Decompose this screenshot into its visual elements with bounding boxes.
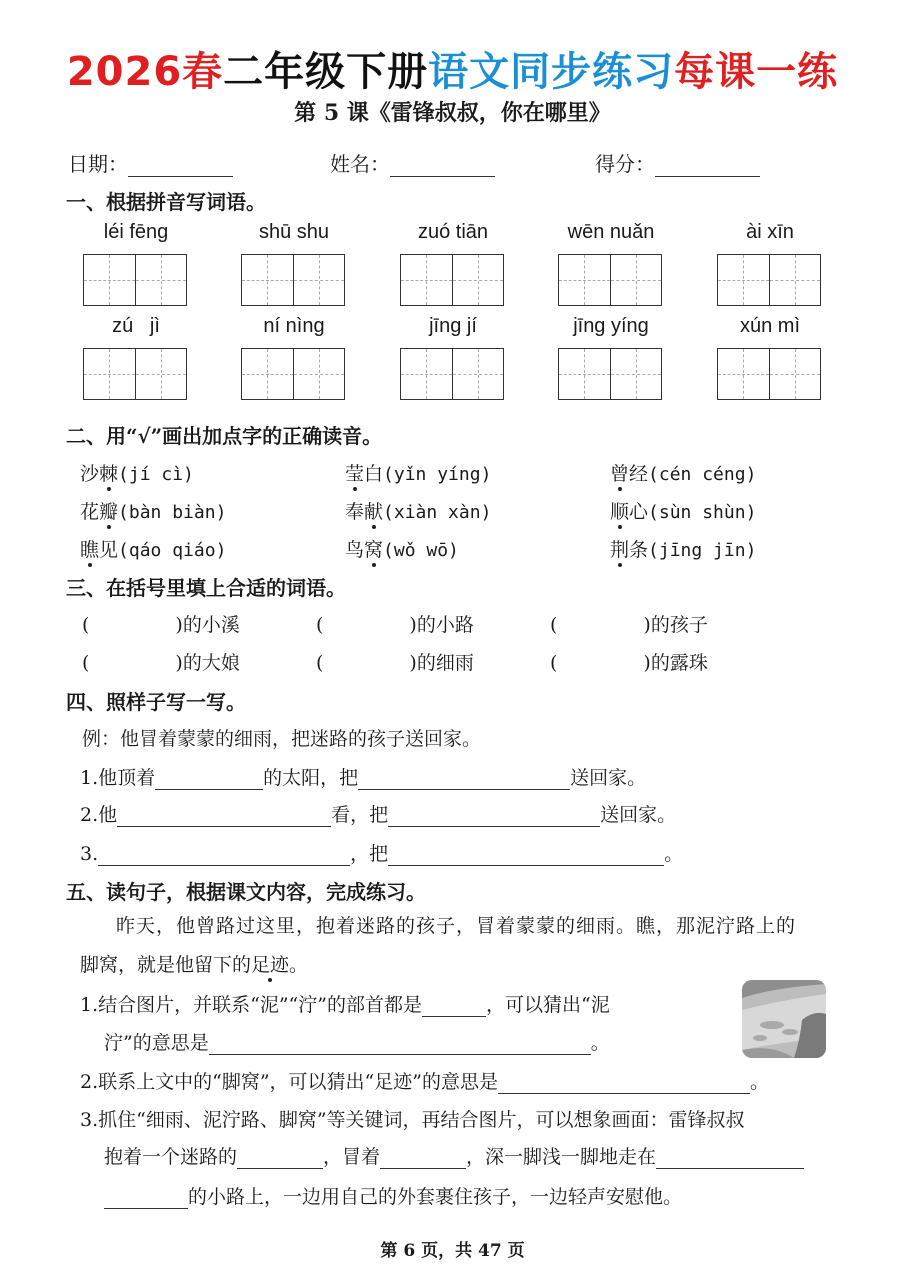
reading-passage-line-2: 脚窝，就是他留下的足迹。 <box>80 954 309 976</box>
pronunciation-item[interactable]: 莹白(yǐn yíng) <box>345 463 492 485</box>
date-field[interactable]: 日期： <box>68 148 233 177</box>
writing-grid[interactable] <box>241 254 345 306</box>
writing-grid[interactable] <box>717 348 821 400</box>
muddy-road-illustration <box>742 980 826 1058</box>
section-5-heading: 五、读句子，根据课文内容，完成练习。 <box>66 880 426 904</box>
writing-grid[interactable] <box>558 348 662 400</box>
writing-grid[interactable] <box>558 254 662 306</box>
section-3-heading: 三、在括号里填上合适的词语。 <box>66 576 346 600</box>
pronunciation-item[interactable]: 曾经(cén céng) <box>610 463 757 485</box>
fill-bracket-item[interactable]: ( )的小溪 <box>82 614 240 636</box>
reading-question-1-cont[interactable]: 泞”的意思是 。 <box>104 1032 610 1054</box>
section-2-heading: 二、用“√”画出加点字的正确读音。 <box>66 424 383 448</box>
section-1-heading: 一、根据拼音写词语。 <box>66 190 266 214</box>
reading-passage-line-1: 昨天，他曾路过这里，抱着迷路的孩子，冒着蒙蒙的细雨。瞧，那泥泞路上的 <box>116 915 797 937</box>
reading-question-3-cont[interactable]: 抱着一个迷路的 ，冒着 ，深一脚浅一脚地走在 <box>104 1142 804 1169</box>
pinyin-label: wēn nuǎn <box>567 221 655 243</box>
writing-grid[interactable] <box>83 348 187 400</box>
pinyin-label: shū shu <box>258 221 330 243</box>
lesson-subtitle: 第 5 课《雷锋叔叔，你在哪里》 <box>294 100 611 126</box>
writing-grid[interactable] <box>400 254 504 306</box>
pinyin-label: zú jì <box>112 315 160 337</box>
pinyin-label: jīng jí <box>429 315 477 337</box>
pronunciation-item[interactable]: 沙棘(jí cì) <box>80 463 194 485</box>
pinyin-label: léi fēng <box>103 221 169 243</box>
reading-question-3-cont2[interactable]: 的小路上，一边用自己的外套裹住孩子，一边轻声安慰他。 <box>104 1182 682 1209</box>
section-4-heading: 四、照样子写一写。 <box>66 690 246 714</box>
rewrite-question-3[interactable]: 3. ，把 。 <box>80 843 684 865</box>
fill-bracket-item[interactable]: ( )的细雨 <box>316 652 474 674</box>
page-number: 第 6 页，共 47 页 <box>380 1241 525 1261</box>
reading-question-1[interactable]: 1.结合图片，并联系“泥”“泞”的部首都是 ，可以猜出“泥 <box>80 994 610 1016</box>
pinyin-label: jīng yíng <box>573 315 649 337</box>
writing-grid[interactable] <box>83 254 187 306</box>
fill-bracket-item[interactable]: ( )的孩子 <box>550 614 708 636</box>
page-title: 2026春二年级下册语文同步练习每课一练 <box>66 49 839 95</box>
pronunciation-item[interactable]: 花瓣(bàn biàn) <box>80 501 227 523</box>
pinyin-label: xún mì <box>739 315 801 337</box>
pronunciation-item[interactable]: 荆条(jīng jīn) <box>610 539 757 561</box>
writing-grid[interactable] <box>241 348 345 400</box>
fill-bracket-item[interactable]: ( )的大娘 <box>82 652 240 674</box>
fill-bracket-item[interactable]: ( )的露珠 <box>550 652 708 674</box>
pronunciation-item[interactable]: 瞧见(qáo qiáo) <box>80 539 227 561</box>
rewrite-question-2[interactable]: 2.他 看，把 送回家。 <box>80 804 677 826</box>
score-field[interactable]: 得分： <box>595 148 760 177</box>
writing-grid[interactable] <box>717 254 821 306</box>
pinyin-label: ní nìng <box>263 315 325 337</box>
rewrite-question-1[interactable]: 1.他顶着 的太阳，把 送回家。 <box>80 767 647 789</box>
pronunciation-item[interactable]: 鸟窝(wǒ wō) <box>345 539 459 561</box>
reading-question-3: 3.抓住“细雨、泥泞路、脚窝”等关键词，再结合图片，可以想象画面：雷锋叔叔 <box>80 1109 745 1131</box>
fill-bracket-item[interactable]: ( )的小路 <box>316 614 474 636</box>
pronunciation-item[interactable]: 奉献(xiàn xàn) <box>345 501 492 523</box>
reading-question-2[interactable]: 2.联系上文中的“脚窝”，可以猜出“足迹”的意思是 。 <box>80 1071 769 1093</box>
pronunciation-item[interactable]: 顺心(sùn shùn) <box>610 501 757 523</box>
example-sentence: 例：他冒着蒙蒙的细雨，把迷路的孩子送回家。 <box>82 728 482 750</box>
writing-grid[interactable] <box>400 348 504 400</box>
pinyin-label: zuó tiān <box>417 221 489 243</box>
pinyin-label: ài xīn <box>746 221 794 243</box>
name-field[interactable]: 姓名： <box>330 148 495 177</box>
